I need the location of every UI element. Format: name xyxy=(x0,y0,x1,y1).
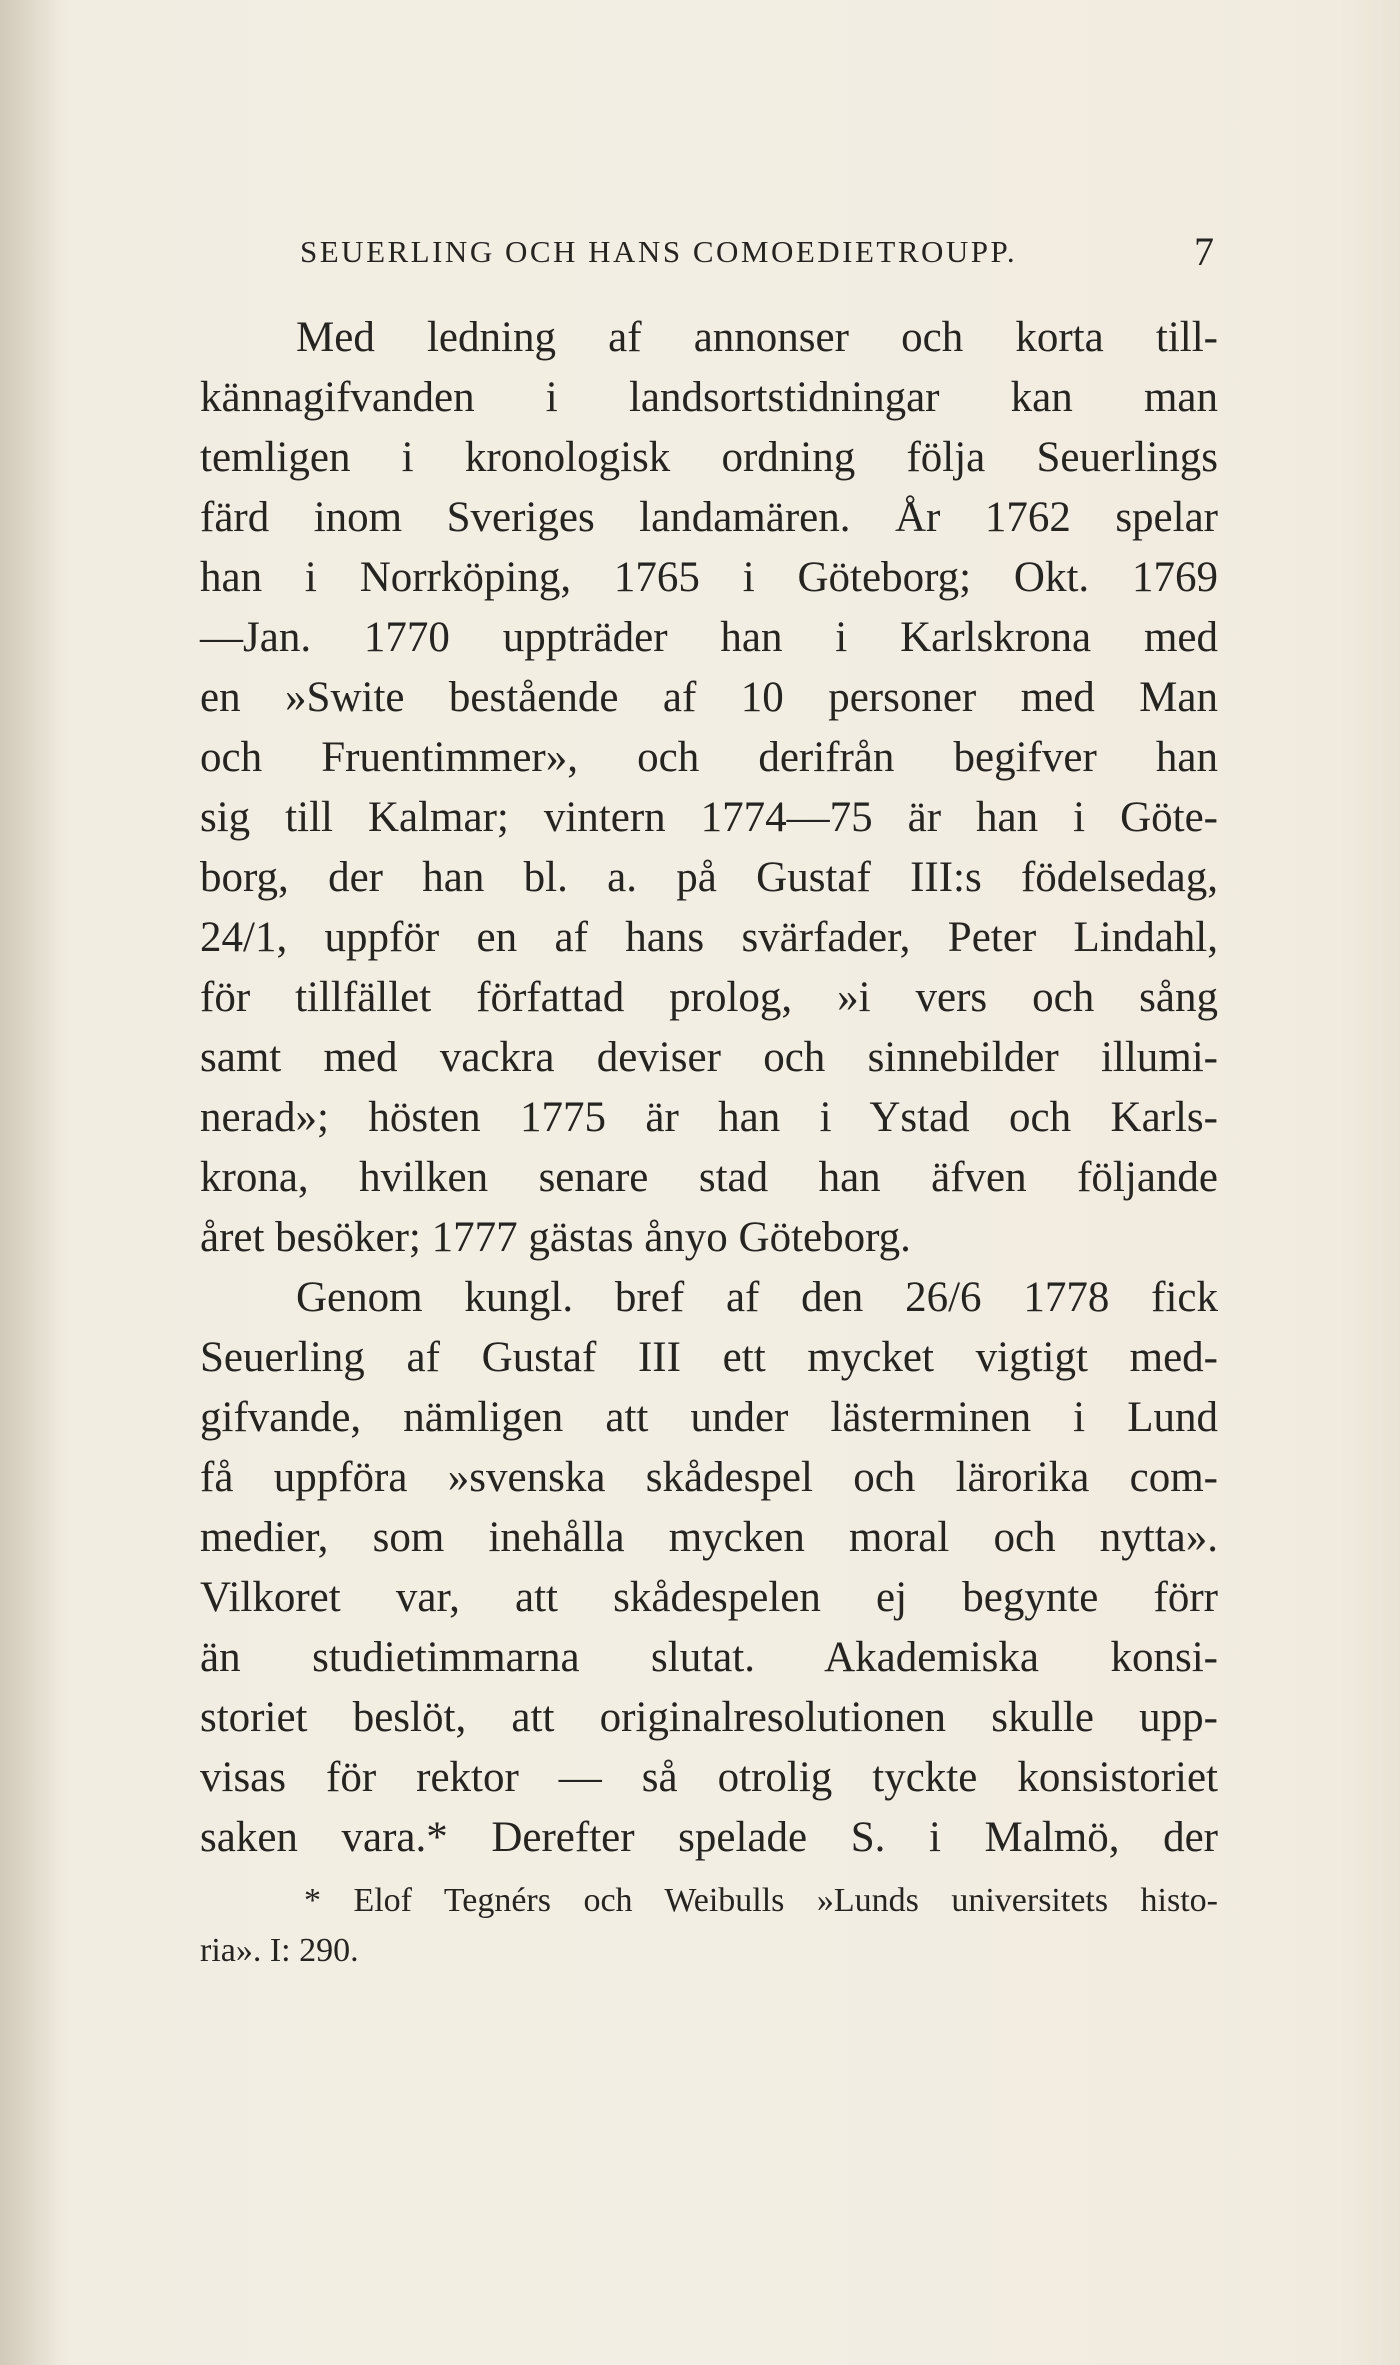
binding-shadow xyxy=(0,0,70,2365)
text-line: saken vara.* Derefter spelade S. i Malmö, der xyxy=(200,1814,1218,1861)
text-line: storiet beslöt, att originalresolutionen skulle upp- xyxy=(200,1694,1218,1741)
text-line: Vilkoret var, att skådespelen ej begynte förr xyxy=(200,1574,1218,1621)
text-line: en »Swite bestående af 10 personer med Man xyxy=(200,674,1218,721)
footnote-line: * Elof Tegnérs och Weibulls »Lunds universitets histo- xyxy=(304,1882,1218,1919)
footnote xyxy=(200,1876,1218,1976)
text-line: gifvande, nämligen att under lästerminen i Lund xyxy=(200,1394,1218,1441)
text-line: borg, der han bl. a. på Gustaf III:s födelsedag, xyxy=(200,854,1218,901)
text-line: kännagifvanden i landsortstidningar kan man xyxy=(200,374,1218,421)
text-line: och Fruentimmer», och derifrån begifver han xyxy=(200,734,1218,781)
text-line: för tillfället författad prolog, »i vers och sång xyxy=(200,974,1218,1021)
page-number: 7 xyxy=(1194,229,1214,274)
text-line: Genom kungl. bref af den 26/6 1778 fick xyxy=(296,1274,1218,1321)
text-line: han i Norrköping, 1765 i Göteborg; Okt. 1769 xyxy=(200,554,1218,601)
running-head xyxy=(200,224,1218,280)
text-line: Seuerling af Gustaf III ett mycket vigtigt med- xyxy=(200,1334,1218,1381)
running-head-title: SEUERLING OCH HANS COMOEDIETROUPP. xyxy=(300,234,1018,269)
text-line: medier, som inehålla mycken moral och nytta». xyxy=(200,1514,1218,1561)
text-line: samt med vackra deviser och sinnebilder illumi- xyxy=(200,1034,1218,1081)
text-line: —Jan. 1770 uppträder han i Karlskrona med xyxy=(200,614,1218,661)
text-line: Med ledning af annonser och korta till- xyxy=(296,314,1218,361)
text-line: färd inom Sveriges landamären. År 1762 spelar xyxy=(200,494,1218,541)
text-line: nerad»; hösten 1775 är han i Ystad och Karls- xyxy=(200,1094,1218,1141)
text-line: visas för rektor — så otrolig tyckte konsistoriet xyxy=(200,1754,1218,1801)
body-text xyxy=(200,308,1218,1868)
text-line: året besöker; 1777 gästas ånyo Göteborg. xyxy=(200,1214,911,1261)
text-line: än studietimmarna slutat. Akademiska konsi- xyxy=(200,1634,1218,1681)
text-line: få uppföra »svenska skådespel och lärorika com- xyxy=(200,1454,1218,1501)
text-line: temligen i kronologisk ordning följa Seuerlings xyxy=(200,434,1218,481)
footnote-line: ria». I: 290. xyxy=(200,1932,359,1969)
text-line: sig till Kalmar; vintern 1774—75 är han i Göte- xyxy=(200,794,1218,841)
text-line: krona, hvilken senare stad han äfven följande xyxy=(200,1154,1218,1201)
text-line: 24/1, uppför en af hans svärfader, Peter Lindahl, xyxy=(200,914,1218,961)
